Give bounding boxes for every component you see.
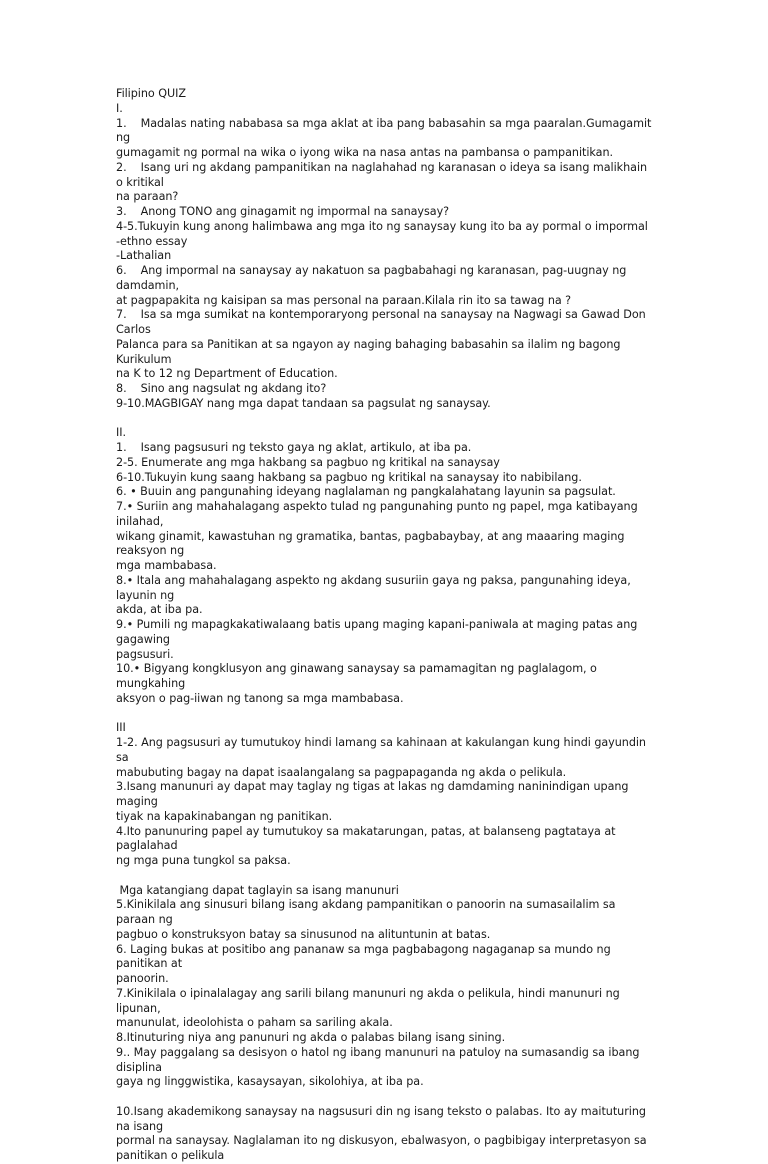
section-5-line: panitikan o pelikula [116, 1149, 225, 1162]
section-2-line: 7.• Suriin ang mahahalagang aspekto tulad ng pangunahing punto ng papel, mga katibayang inilahad, [116, 500, 642, 528]
section-4-line: pagbuo o konstruksyon batay sa sinusunod na alituntunin at batas. [116, 927, 491, 941]
section-1-line: gumagamit ng pormal na wika o iyong wika na nasa antas na pambansa o pampanitikan. [116, 146, 613, 159]
section-3-line: 1-2. Ang pagsusuri ay tumutukoy hindi lamang sa kahinaan at kakulangan kung hindi gayundin sa [116, 736, 650, 764]
section-2-heading: II. [116, 426, 127, 440]
section-2 [116, 426, 656, 706]
section-2-line: 6-10.Tukuyin kung saang hakbang sa pagbuo ng kritikal na sanaysay ito nabibilang. [116, 470, 582, 484]
section-2-line: 6. • Buuin ang pangunahing ideyang naglalaman ng pangkalahatang layunin sa pagsulat. [116, 485, 616, 499]
document-title: Filipino QUIZ [116, 87, 186, 100]
section-2-line: pagsusuri. [116, 647, 174, 661]
section-2-line: 10.• Bigyang kongklusyon ang ginawang sanaysay sa pamamagitan ng paglalagom, o mungkahing [116, 662, 601, 690]
section-2-line: aksyon o pag-iiwan ng tanong sa mga mambabasa. [116, 691, 404, 705]
section-4-line: panoorin. [116, 972, 169, 985]
section-1-line: 3. Anong TONO ang ginagamit ng impormal na sanaysay? [116, 205, 450, 218]
section-2-line: akda, at iba pa. [116, 603, 203, 617]
section-1-line: na paraan? [116, 190, 179, 204]
section-1-line: na K to 12 ng Department of Education. [116, 367, 338, 381]
section-4-line: 6. Laging bukas at positibo ang pananaw sa mga pagbabagong nagaganap sa mundo ng panitikan at [116, 942, 615, 971]
section-4-heading: Mga katangiang dapat taglayin sa isang manunuri [116, 883, 399, 897]
section-1-line: 9-10.MAGBIGAY nang mga dapat tandaan sa pagsulat ng sanaysay. [116, 396, 491, 410]
section-4 [116, 884, 656, 1091]
section-1-line: Palanca para sa Panitikan at sa ngayon ay naging bahaging babasahin sa ilalim ng bagong Kurikulum [116, 337, 624, 366]
section-1-line: 6. Ang impormal na sanaysay ay nakatuon sa pagbabahagi ng karanasan, pag-uugnay ng damdamin, [116, 264, 630, 292]
section-2-line: 9.• Pumili ng mapagkakatiwalaang batis upang maging kapani-paniwala at maging patas ang gagawing [116, 618, 641, 646]
section-5-line: pormal na sanaysay. Naglalaman ito ng diskusyon, ebalwasyon, o pagbibigay interpretasyon sa [116, 1134, 647, 1148]
section-5 [116, 1105, 656, 1164]
section-1-line: 1. Madalas nating nababasa sa mga aklat at iba pang babasahin sa mga paaralan.Gumagamit ng [116, 116, 655, 145]
section-4-line: manunulat, ideolohista o paham sa sariling akala. [116, 1016, 393, 1030]
section-3-line: ng mga puna tungkol sa paksa. [116, 854, 291, 867]
section-3-line: 4.Ito panunuring papel ay tumutukoy sa makatarungan, patas, at balanseng pagtataya at paglalahad [116, 824, 620, 853]
section-1-heading: I. [116, 101, 123, 115]
blank-line [116, 869, 656, 884]
section-2-line: 2-5. Enumerate ang mga hakbang sa pagbuo ng kritikal na sanaysay [116, 455, 500, 469]
section-4-line: 9.. May paggalang sa desisyon o hatol ng ibang manunuri na patuloy na sumasandig sa ibang disiplina [116, 1045, 643, 1074]
blank-line [116, 412, 656, 427]
section-5-line: 10.Isang akademikong sanaysay na nagsusuri din ng isang teksto o palabas. Ito ay maituturing na isang [116, 1104, 650, 1133]
section-1-line: 8. Sino ang nagsulat ng akdang ito? [116, 382, 327, 395]
section-2-line: mga mambabasa. [116, 559, 217, 572]
section-1-line: 2. Isang uri ng akdang pampanitikan na naglahahad ng karanasan o ideya sa isang malikhain o kritikal [116, 160, 651, 189]
section-3-heading: III [116, 721, 126, 735]
section-4-line: 8.Itinuturing niya ang panunuri ng akda o palabas bilang isang sining. [116, 1031, 506, 1044]
section-1-line: -ethno essay [116, 234, 188, 248]
section-1-line: at pagpapakita ng kaisipan sa mas personal na paraan.Kilala rin ito sa tawag na ? [116, 293, 572, 307]
section-3-line: tiyak na kapakinabangan ng panitikan. [116, 809, 333, 823]
section-2-line: 8.• Itala ang mahahalagang aspekto ng akdang susuriin gaya ng paksa, pangunahing ideya, layunin ng [116, 573, 635, 602]
section-4-line: 7.Kinikilala o ipinalalagay ang sarili bilang manunuri ng akda o pelikula, hindi manunuri ng lipunan, [116, 986, 624, 1015]
section-2-line: wikang ginamit, kawastuhan ng gramatika, bantas, pagbabaybay, at ang maaaring maging reaksyon ng [116, 529, 628, 558]
section-4-line: 5.Kinikilala ang sinusuri bilang isang akdang pampanitikan o panoorin na sumasailalim sa paraan ng [116, 898, 619, 926]
section-1-line: 7. Isa sa mga sumikat na kontemporaryong personal na sanaysay na Nagwagi sa Gawad Don Carlos [116, 308, 650, 336]
blank-line [116, 1090, 656, 1105]
blank-line [116, 707, 656, 722]
section-3-line: mabubuting bagay na dapat isaalangalang sa pagpapaganda ng akda o pelikula. [116, 765, 567, 779]
section-4-line: gaya ng linggwistika, kasaysayan, sikolohiya, at iba pa. [116, 1075, 424, 1089]
section-2-line: 1. Isang pagsusuri ng teksto gaya ng aklat, artikulo, at iba pa. [116, 441, 472, 454]
document-page [116, 87, 656, 1164]
section-3 [116, 721, 656, 869]
section-1-line: 4-5.Tukuyin kung anong halimbawa ang mga ito ng sanaysay kung ito ba ay pormal o impormal [116, 219, 648, 233]
section-1-line: -Lathalian [116, 249, 172, 263]
section-1 [116, 102, 656, 412]
section-3-line: 3.Isang manunuri ay dapat may taglay ng tigas at lakas ng damdaming naninindigan upang maging [116, 780, 632, 808]
